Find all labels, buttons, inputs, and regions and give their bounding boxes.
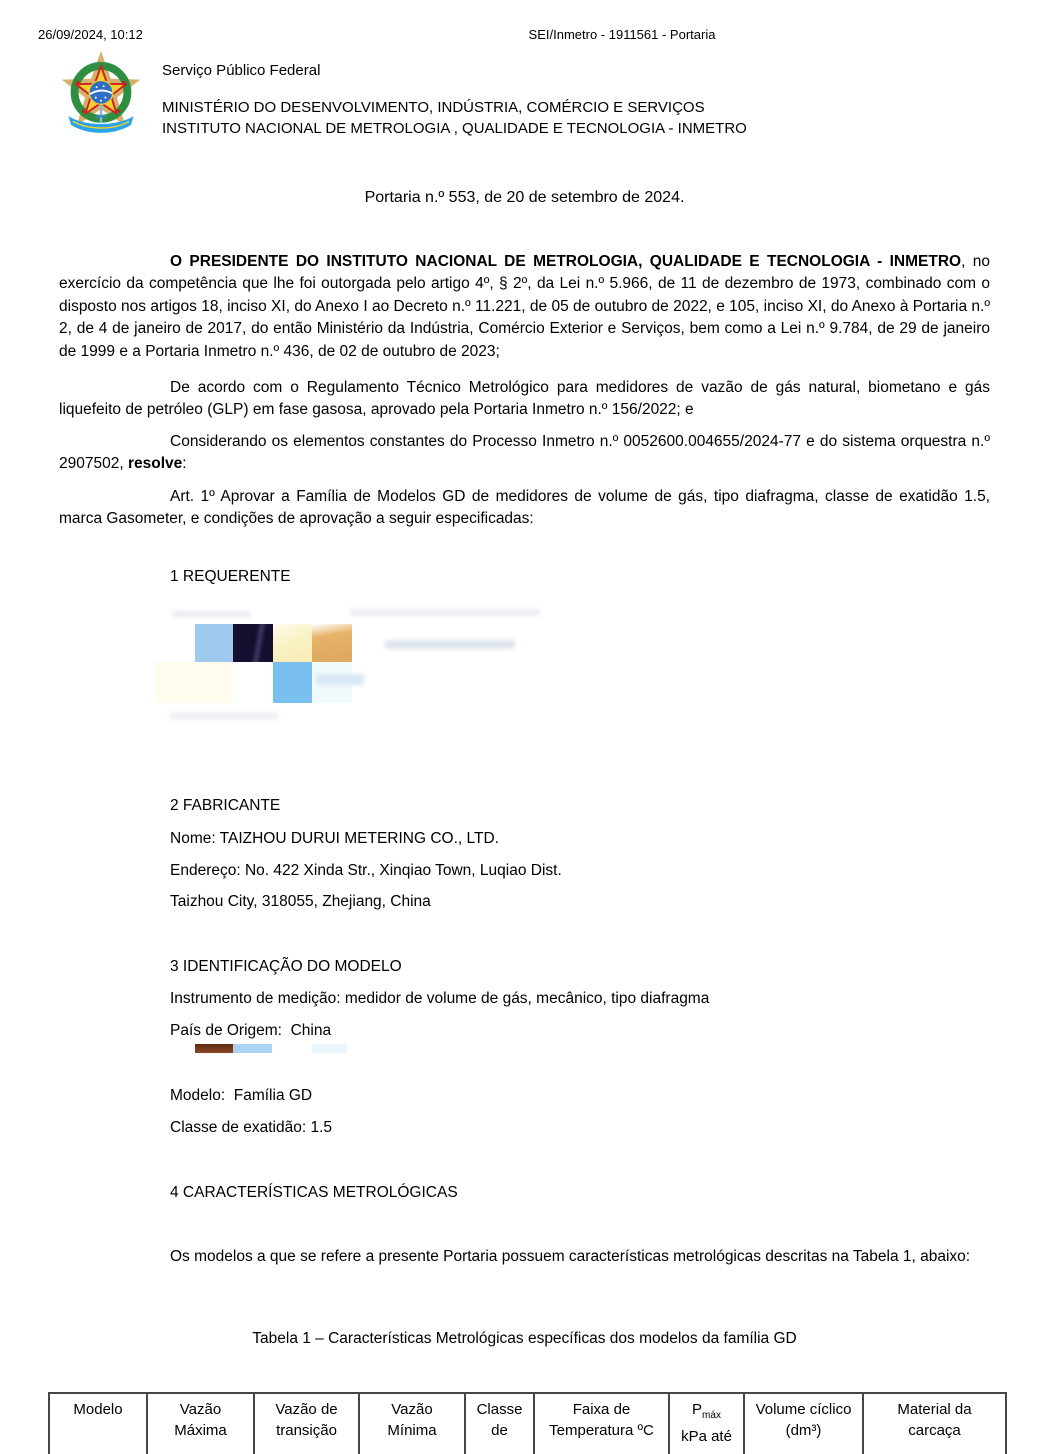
table-header-material-carcaca: Material da carcaça bbox=[864, 1394, 1007, 1454]
table-header-vazao-transicao: Vazão de transição bbox=[255, 1394, 360, 1454]
table-header-classe: Classe de bbox=[466, 1394, 535, 1454]
considerando-colon: : bbox=[182, 455, 187, 473]
section-3-identificacao-heading: 3 IDENTIFICAÇÃO DO MODELO bbox=[170, 958, 402, 975]
fabricante-endereco: Endereço: No. 422 Xinda Str., Xinqiao Town, Luqiao Dist. bbox=[170, 862, 562, 879]
section-2-fabricante-heading: 2 FABRICANTE bbox=[170, 797, 281, 814]
redacted-color-block bbox=[233, 1044, 272, 1053]
redacted-color-block bbox=[312, 624, 352, 662]
identificacao-instrumento: Instrumento de medição: medidor de volume de gás, mecânico, tipo diafragma bbox=[170, 990, 710, 1007]
redaction-ghost-line bbox=[316, 674, 364, 685]
document-title: Portaria n.º 553, de 20 de setembro de 2024. bbox=[364, 189, 685, 206]
fabricante-nome: Nome: TAIZHOU DURUI METERING CO., LTD. bbox=[170, 830, 499, 847]
redacted-color-block bbox=[273, 662, 312, 703]
identificacao-pais-origem: País de Origem: China bbox=[170, 1022, 332, 1039]
paragraph-preamble bbox=[59, 251, 990, 363]
paragraph-art1: Art. 1º Aprovar a Família de Modelos GD de medidores de volume de gás, tipo diafragma, classe de exatidão 1.5, marca Gasometer, e condições de aprovação a seguir especificadas: bbox=[59, 488, 990, 528]
table-header-volume-ciclico: Volume cíclico (dm³) bbox=[745, 1394, 864, 1454]
paragraph-os-modelos: Os modelos a que se refere a presente Portaria possuem características metrológicas descritas na Tabela 1, abaixo: bbox=[170, 1248, 971, 1265]
brazil-coat-of-arms-icon bbox=[57, 49, 145, 141]
print-datetime: 26/09/2024, 10:12 bbox=[38, 27, 143, 42]
resolve-bold-text: resolve bbox=[127, 455, 183, 473]
considerando-text: Considerando os elementos constantes do Processo Inmetro n.º 0052600.004655/2024-77 e do sistema orquestra n.º 2907502, bbox=[59, 433, 990, 473]
redacted-color-block bbox=[195, 1044, 233, 1053]
redacted-color-block bbox=[312, 1044, 347, 1053]
identificacao-modelo: Modelo: Família GD bbox=[170, 1087, 313, 1104]
letterhead-ministry-line: MINISTÉRIO DO DESENVOLVIMENTO, INDÚSTRIA, COMÉRCIO E SERVIÇOS bbox=[162, 99, 705, 116]
paragraph-regulamento: De acordo com o Regulamento Técnico Metrológico para medidores de vazão de gás natural, biometano e gás liquefeito de petróleo (GLP) em fase gasosa, aprovado pela Portaria Inmetro n.º 156/2022; e bbox=[59, 379, 990, 419]
table-header-vazao-maxima: Vazão Máxima bbox=[148, 1394, 255, 1454]
table-header-pmax: $P_{máx}$ kPa até bbox=[670, 1394, 745, 1454]
redacted-color-block bbox=[195, 624, 233, 662]
paragraph-considerando bbox=[59, 431, 990, 476]
print-doc-ref: SEI/Inmetro - 1911561 - Portaria bbox=[528, 27, 716, 42]
identificacao-classe-exatidao: Classe de exatidão: 1.5 bbox=[170, 1119, 332, 1136]
table-header-modelo: Modelo bbox=[50, 1394, 148, 1454]
table-1-caption: Tabela 1 – Características Metrológicas específicas dos modelos da família GD bbox=[252, 1330, 797, 1347]
letterhead-institute-line: INSTITUTO NACIONAL DE METROLOGIA , QUALIDADE E TECNOLOGIA - INMETRO bbox=[162, 120, 747, 137]
redacted-color-block bbox=[233, 624, 273, 662]
section-4-caracteristicas-heading: 4 CARACTERÍSTICAS METROLÓGICAS bbox=[170, 1184, 458, 1201]
preamble-bold-text: O PRESIDENTE DO INSTITUTO NACIONAL DE METROLOGIA, QUALIDADE E TECNOLOGIA - INMETRO bbox=[170, 253, 962, 270]
table-header-vazao-minima: Vazão Mínima bbox=[360, 1394, 466, 1454]
table-1-metrological-characteristics bbox=[48, 1392, 1007, 1454]
redacted-color-block bbox=[155, 662, 233, 703]
section-1-requerente-heading: 1 REQUERENTE bbox=[170, 568, 291, 585]
redaction-ghost-line bbox=[172, 611, 250, 617]
redacted-color-block bbox=[312, 662, 352, 703]
redaction-ghost-line bbox=[350, 609, 540, 616]
preamble-rest-text: , no exercício da competência que lhe foi outorgada pelo artigo 4º, § 2º, da Lei n.º 5.966, de 11 de dezembro de 1973, combinado com o disposto nos artigos 18, inciso XI, do Anexo I ao Decreto n.º 11.221, de 05 de outubro de 2022, e 105, inciso XI, do Anexo à Portaria n.º 2, de 4 de janeiro de 2017, do então Ministério da Indústria, Comércio Exterior e Serviços, bem como a Lei n.º 9.784, de 29 de janeiro de 1999 e a Portaria Inmetro n.º 436, de 02 de outubro de 2023; bbox=[59, 253, 990, 360]
table-header-faixa-temperatura: Faixa de Temperatura ºC bbox=[535, 1394, 670, 1454]
redaction-ghost-line bbox=[385, 640, 515, 649]
redaction-ghost-line bbox=[170, 712, 278, 720]
redacted-color-block bbox=[273, 624, 312, 662]
letterhead-service-line: Serviço Público Federal bbox=[162, 62, 321, 79]
fabricante-cidade: Taizhou City, 318055, Zhejiang, China bbox=[170, 893, 431, 910]
